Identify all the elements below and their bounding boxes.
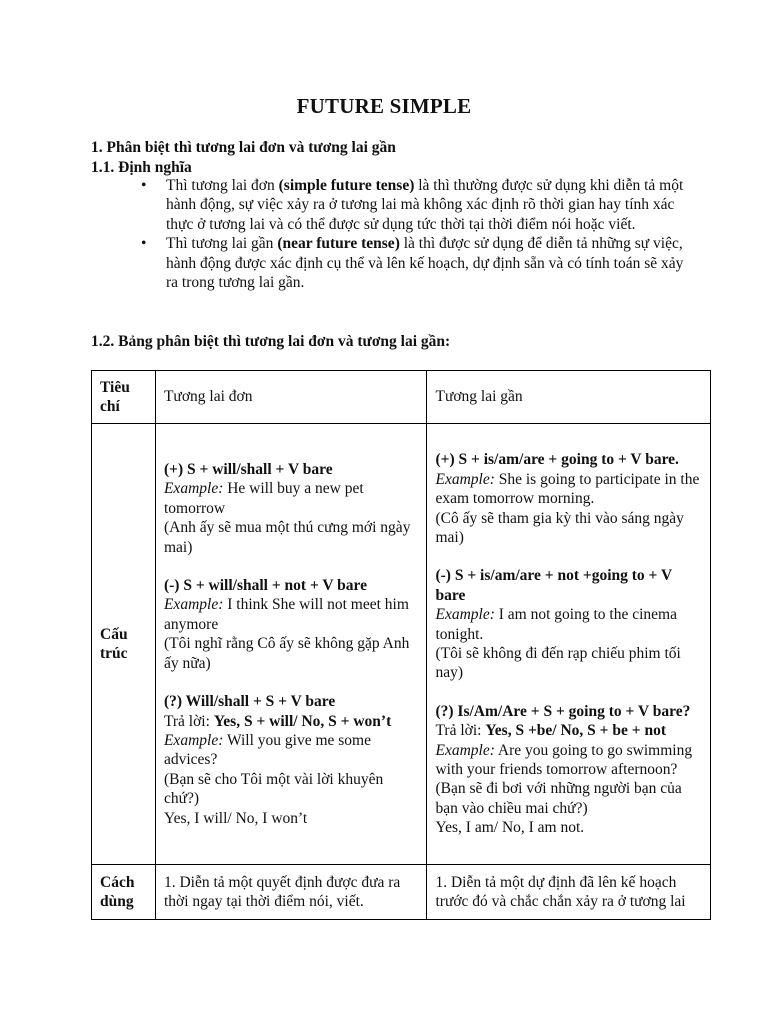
page-title: FUTURE SIMPLE: [296, 94, 472, 118]
bullet-term: (near future tense): [277, 235, 400, 253]
answer: Trả lời: Yes, S + will/ No, S + won’t: [163, 712, 392, 730]
header-near-future: Tương lai gần: [427, 371, 711, 424]
example: Example: Will you give me some advices?: [163, 731, 371, 769]
table-row: [92, 865, 711, 920]
definition-list: [138, 176, 686, 292]
reply: Yes, I will/ No, I won’t: [163, 809, 308, 827]
subsection-heading-table: 1.2. Bảng phân biệt thì tương lai đơn và tương lai gần:: [91, 333, 451, 350]
example: Example: Are you going to go swimming with your friends tomorrow afternoon?: [435, 741, 693, 779]
bullet-icon: •: [141, 235, 147, 253]
bullet-text: Thì tương lai gần: [166, 235, 278, 253]
formula: (+) S + will/shall + V bare: [163, 461, 333, 479]
table-row: [92, 424, 711, 865]
table-header-row: [92, 371, 711, 424]
formula: (+) S + is/am/are + going to + V bare.: [435, 451, 679, 469]
translation: (Tôi sẽ không đi đến rạp chiếu phim tối nay): [435, 645, 681, 682]
translation: (Bạn sẽ cho Tôi một vài lời khuyên chứ?): [163, 770, 384, 808]
example: Example: I am not going to the cinema tonight.: [435, 606, 677, 643]
translation: (Bạn sẽ đi bơi với những người bạn của bạn vào chiều mai chứ?): [435, 780, 682, 817]
structure-near-future-cell: [427, 424, 711, 865]
translation: (Anh ấy sẽ mua một thú cưng mới ngày mai): [163, 519, 411, 556]
subsection-heading-definition: 1.1. Định nghĩa: [91, 159, 192, 176]
criteria-cell: Cách dùng: [92, 865, 156, 920]
header-simple-future: Tương lai đơn: [155, 371, 427, 424]
formula: (-) S + will/shall + not + V bare: [163, 577, 368, 595]
usage-simple-future-cell: 1. Diễn tả một quyết định được đưa ra thời ngay tại thời điểm nói, viết.: [155, 865, 427, 920]
translation: (Cô ấy sẽ tham gia kỳ thi vào sáng ngày mai): [435, 509, 684, 546]
list-item: [138, 176, 686, 234]
comparison-table: [91, 370, 711, 920]
formula: (?) Is/Am/Are + S + going to + V bare?: [435, 702, 691, 720]
criteria-cell: Cấu trúc: [92, 424, 156, 865]
reply: Yes, I am/ No, I am not.: [435, 819, 585, 837]
formula: (?) Will/shall + S + V bare: [163, 693, 336, 711]
bullet-icon: •: [141, 177, 147, 194]
translation: (Tôi nghĩ rằng Cô ấy sẽ không gặp Anh ấy nữa): [163, 635, 410, 672]
bullet-text: là thì được sử dụng để diễn tả những sự việc, hành động được xác định cụ thể và lên kế hoạch, dự định sẵn và có tính toán sẽ xảy ra trong tương lai gần.: [166, 235, 684, 292]
usage-near-future-cell: 1. Diễn tả một dự định đã lên kế hoạch trước đó và chắc chắn xảy ra ở tương lai: [427, 865, 711, 920]
answer: Trả lời: Yes, S +be/ No, S + be + not: [435, 722, 666, 740]
example: Example: He will buy a new pet tomorrow: [163, 480, 364, 517]
bullet-term: (simple future tense): [278, 177, 415, 194]
example: Example: I think She will not meet him anymore: [163, 596, 409, 633]
example: Example: She is going to participate in the exam tomorrow morning.: [435, 470, 700, 508]
section-heading: 1. Phân biệt thì tương lai đơn và tương lai gần: [91, 139, 396, 156]
formula: (-) S + is/am/are + not +going to + V bare: [435, 567, 672, 604]
bullet-text: là thì thường được sử dụng khi diễn tả một hành động, sự việc xảy ra ở tương lai mà không xác định rõ thời gian hay tính xác thực ở tương lai và có thể được sử dụng tức thời tại thời điểm nói hoặc viết.: [166, 177, 684, 233]
structure-simple-future-cell: [155, 424, 427, 865]
bullet-text: Thì tương lai đơn: [166, 177, 279, 194]
list-item: [138, 234, 686, 292]
header-criteria: Tiêu chí: [92, 371, 156, 424]
